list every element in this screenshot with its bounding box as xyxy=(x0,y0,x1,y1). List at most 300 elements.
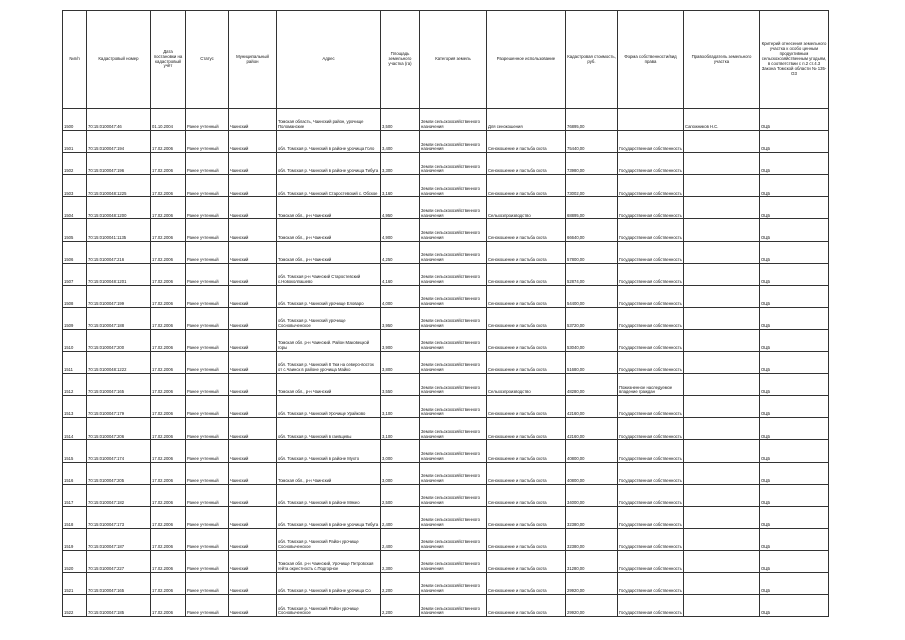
address-cell: Томская обл., р-н Чаинский xyxy=(277,374,381,396)
address-cell: обл. Томская р. Чаинский Старостевский с. Обское xyxy=(277,175,381,197)
address-cell: Томская обл. р-н Чаинский. Район Маковецкой горы xyxy=(277,329,381,351)
municipal-district-cell: Чаинский xyxy=(229,352,277,374)
rights-holder-cell xyxy=(684,175,760,197)
rights-holder-cell: Сапожников Н.С. xyxy=(684,109,760,131)
municipal-district-cell: Чаинский xyxy=(229,374,277,396)
registration-date-cell: 17.02.2006 xyxy=(151,572,186,594)
area-ha-cell: 4,900 xyxy=(381,219,420,241)
ownership-form-cell: Государственная собственность xyxy=(618,462,684,484)
address-cell: обл. Томская р. Чаинский в районе урочища Со xyxy=(277,572,381,594)
permitted-use-cell: Для сенокошения xyxy=(487,109,566,131)
address-cell: обл. Томская р. Чаинский урочище Еловаро xyxy=(277,285,381,307)
registration-date-cell: 17.02.2006 xyxy=(151,396,186,418)
table-row xyxy=(63,595,829,617)
address-cell: обл. Томская р. Чаинский в гаевщевы xyxy=(277,418,381,440)
area-ha-cell: 3,100 xyxy=(381,396,420,418)
municipal-district-cell: Чаинский xyxy=(229,131,277,153)
cadastral-value-cell: 32380,00 xyxy=(566,528,618,550)
registration-date-cell: 17.02.2006 xyxy=(151,285,186,307)
registration-date-cell: 17.02.2006 xyxy=(151,440,186,462)
table-row xyxy=(63,285,829,307)
valuable-land-criterion-cell: ОЦБ xyxy=(760,175,829,197)
municipal-district-cell: Чаинский xyxy=(229,572,277,594)
permitted-use-cell: Сенокошение и пастьба скота xyxy=(487,550,566,572)
table-row xyxy=(63,440,829,462)
header-cell: Площадь земельного участка (га) xyxy=(381,11,420,109)
address-cell: обл. Томская р. Чаинский Урочище Урайково xyxy=(277,396,381,418)
ownership-form-cell: Государственная собственность xyxy=(618,175,684,197)
rights-holder-cell xyxy=(684,418,760,440)
rights-holder-cell xyxy=(684,329,760,351)
status-cell: Ранее учтенный xyxy=(186,595,229,617)
cadastral-value-cell: 29920,00 xyxy=(566,572,618,594)
address-cell: обл. Томская р-н Чаинский Старостевский с.Новоколпашево xyxy=(277,263,381,285)
land-category-cell: Земли сельскохозяйственного назначения xyxy=(420,440,487,462)
row-number-cell: 1518 xyxy=(63,506,87,528)
cadastral-value-cell: 73980,00 xyxy=(566,153,618,175)
rights-holder-cell xyxy=(684,462,760,484)
permitted-use-cell: Сенокошение и пастьба скота xyxy=(487,307,566,329)
rights-holder-cell xyxy=(684,484,760,506)
status-cell: Ранее учтенный xyxy=(186,329,229,351)
status-cell: Ранее учтенный xyxy=(186,352,229,374)
area-ha-cell: 3,550 xyxy=(381,374,420,396)
ownership-form-cell: Государственная собственность xyxy=(618,197,684,219)
cadastral-number-cell: 70:15:0100047:165 xyxy=(87,572,151,594)
row-number-cell: 1521 xyxy=(63,572,87,594)
permitted-use-cell: Сенокошение и пастьба скота xyxy=(487,153,566,175)
status-cell: Ранее учтенный xyxy=(186,396,229,418)
registration-date-cell: 17.02.2006 xyxy=(151,153,186,175)
cadastral-value-cell: 40800,00 xyxy=(566,462,618,484)
cadastral-number-cell: 70:15:0100047:174 xyxy=(87,440,151,462)
ownership-form-cell: Государственная собственность xyxy=(618,285,684,307)
cadastral-number-cell: 70:15:0100047:188 xyxy=(87,307,151,329)
cadastral-value-cell: 76895,00 xyxy=(566,109,618,131)
table-row xyxy=(63,374,829,396)
land-category-cell: Земли сельскохозяйственного назначения xyxy=(420,595,487,617)
status-cell: Ранее учтенный xyxy=(186,109,229,131)
status-cell: Ранее учтенный xyxy=(186,175,229,197)
ownership-form-cell: Государственная собственность xyxy=(618,595,684,617)
rights-holder-cell xyxy=(684,440,760,462)
row-number-cell: 1504 xyxy=(63,197,87,219)
valuable-land-criterion-cell: ОЦБ xyxy=(760,307,829,329)
land-category-cell: Земли сельскохозяйственного назначения xyxy=(420,484,487,506)
row-number-cell: 1502 xyxy=(63,153,87,175)
permitted-use-cell: Сенокошение и пастьба скота xyxy=(487,396,566,418)
area-ha-cell: 3,000 xyxy=(381,440,420,462)
cadastral-number-cell: 70:15:0100047:196 xyxy=(87,153,151,175)
valuable-land-criterion-cell: ОЦБ xyxy=(760,285,829,307)
header-cell: Критерий отнесения земельного участка к особо ценным продуктивным сельскохозяйственным угодьям, в соответствии с п.2 ст.4.3 Закона Томской области № 135-ОЗ xyxy=(760,11,829,109)
row-number-cell: 1513 xyxy=(63,396,87,418)
table-row xyxy=(63,109,829,131)
status-cell: Ранее учтенный xyxy=(186,572,229,594)
status-cell: Ранее учтенный xyxy=(186,374,229,396)
permitted-use-cell: Сенокошение и пастьба скота xyxy=(487,175,566,197)
header-cell: Форма собственности/вид права xyxy=(618,11,684,109)
rights-holder-cell xyxy=(684,285,760,307)
valuable-land-criterion-cell: ОЦБ xyxy=(760,440,829,462)
area-ha-cell: 4,000 xyxy=(381,285,420,307)
table-row xyxy=(63,418,829,440)
table-row xyxy=(63,197,829,219)
status-cell: Ранее учтенный xyxy=(186,484,229,506)
table-row xyxy=(63,352,829,374)
ownership-form-cell: Государственная собственность xyxy=(618,418,684,440)
ownership-form-cell: Государственная собственность xyxy=(618,307,684,329)
valuable-land-criterion-cell: ОЦБ xyxy=(760,109,829,131)
cadastral-number-cell: 70:15:0100041:1135 xyxy=(87,219,151,241)
registration-date-cell: 17.02.2006 xyxy=(151,307,186,329)
row-number-cell: 1514 xyxy=(63,418,87,440)
cadastral-number-cell: 70:15:0100048:1222 xyxy=(87,352,151,374)
valuable-land-criterion-cell: ОЦБ xyxy=(760,153,829,175)
status-cell: Ранее учтенный xyxy=(186,241,229,263)
header-cell: №п/п xyxy=(63,11,87,109)
cadastral-value-cell: 51680,00 xyxy=(566,352,618,374)
permitted-use-cell: Сенокошение и пастьба скота xyxy=(487,572,566,594)
ownership-form-cell: Государственная собственность xyxy=(618,153,684,175)
rights-holder-cell xyxy=(684,572,760,594)
ownership-form-cell: Государственная собственность xyxy=(618,329,684,351)
land-category-cell: Земли сельскохозяйственного назначения xyxy=(420,263,487,285)
address-cell: обл. Томская р. Чаинский 8 7км на северо-восток от с.Чаинск в районе урочища Майко xyxy=(277,352,381,374)
permitted-use-cell: Сенокошение и пастьба скота xyxy=(487,595,566,617)
row-number-cell: 1507 xyxy=(63,263,87,285)
land-category-cell: Земли сельскохозяйственного назначения xyxy=(420,462,487,484)
valuable-land-criterion-cell: ОЦБ xyxy=(760,352,829,374)
table-row xyxy=(63,131,829,153)
status-cell: Ранее учтенный xyxy=(186,285,229,307)
land-category-cell: Земли сельскохозяйственного назначения xyxy=(420,506,487,528)
municipal-district-cell: Чаинский xyxy=(229,153,277,175)
valuable-land-criterion-cell: ОЦБ xyxy=(760,572,829,594)
permitted-use-cell: Сенокошение и пастьба скота xyxy=(487,528,566,550)
row-number-cell: 1506 xyxy=(63,241,87,263)
cadastral-number-cell: 70:15:0100047:206 xyxy=(87,418,151,440)
row-number-cell: 1509 xyxy=(63,307,87,329)
permitted-use-cell: Сельхозпроизводство xyxy=(487,197,566,219)
registration-date-cell: 17.02.2006 xyxy=(151,418,186,440)
registration-date-cell: 17.02.2006 xyxy=(151,462,186,484)
status-cell: Ранее учтенный xyxy=(186,440,229,462)
municipal-district-cell: Чаинский xyxy=(229,396,277,418)
row-number-cell: 1512 xyxy=(63,374,87,396)
row-number-cell: 1520 xyxy=(63,550,87,572)
header-cell: Кадастровая стоимость, руб. xyxy=(566,11,618,109)
cadastral-value-cell: 42160,00 xyxy=(566,396,618,418)
rights-holder-cell xyxy=(684,396,760,418)
row-number-cell: 1505 xyxy=(63,219,87,241)
cadastral-number-cell: 70:15:0100047:182 xyxy=(87,484,151,506)
cadastral-number-cell: 70:15:0100047:200 xyxy=(87,329,151,351)
cadastral-number-cell: 70:15:0100047:199 xyxy=(87,285,151,307)
area-ha-cell: 2,500 xyxy=(381,484,420,506)
area-ha-cell: 2,300 xyxy=(381,550,420,572)
rights-holder-cell xyxy=(684,550,760,572)
table-row xyxy=(63,153,829,175)
cadastral-value-cell: 31280,00 xyxy=(566,550,618,572)
rights-holder-cell xyxy=(684,131,760,153)
registration-date-cell: 17.02.2006 xyxy=(151,329,186,351)
address-cell: Томская обл., р-н Чаинский xyxy=(277,219,381,241)
rights-holder-cell xyxy=(684,374,760,396)
ownership-form-cell: Государственная собственность xyxy=(618,131,684,153)
status-cell: Ранее учтенный xyxy=(186,506,229,528)
land-category-cell: Земли сельскохозяйственного назначения xyxy=(420,241,487,263)
registration-date-cell: 17.02.2006 xyxy=(151,506,186,528)
cadastral-value-cell: 48280,00 xyxy=(566,374,618,396)
table-row xyxy=(63,396,829,418)
registration-date-cell: 17.02.2006 xyxy=(151,175,186,197)
ownership-form-cell: Государственная собственность xyxy=(618,219,684,241)
table-row xyxy=(63,484,829,506)
valuable-land-criterion-cell: ОЦБ xyxy=(760,263,829,285)
ownership-form-cell: Государственная собственность xyxy=(618,506,684,528)
ownership-form-cell: Государственная собственность xyxy=(618,440,684,462)
status-cell: Ранее учтенный xyxy=(186,263,229,285)
ownership-form-cell: Государственная собственность xyxy=(618,572,684,594)
cadastral-value-cell: 29920,00 xyxy=(566,595,618,617)
row-number-cell: 1508 xyxy=(63,285,87,307)
rights-holder-cell xyxy=(684,352,760,374)
area-ha-cell: 2,400 xyxy=(381,506,420,528)
cadastral-number-cell: 70:15:0100047:227 xyxy=(87,550,151,572)
valuable-land-criterion-cell: ОЦБ xyxy=(760,462,829,484)
valuable-land-criterion-cell: ОЦБ xyxy=(760,131,829,153)
header-cell: Статус xyxy=(186,11,229,109)
address-cell: обл. Томская р. Чаинский в районе урочища Тибуга xyxy=(277,153,381,175)
table-body xyxy=(63,109,829,617)
cadastral-value-cell: 66640,00 xyxy=(566,219,618,241)
area-ha-cell: 3,400 xyxy=(381,131,420,153)
valuable-land-criterion-cell: ОЦБ xyxy=(760,550,829,572)
cadastral-value-cell: 68895,00 xyxy=(566,197,618,219)
cadastral-value-cell: 40800,00 xyxy=(566,440,618,462)
area-ha-cell: 4,160 xyxy=(381,263,420,285)
municipal-district-cell: Чаинский xyxy=(229,241,277,263)
land-category-cell: Земли сельскохозяйственного назначения xyxy=(420,352,487,374)
rights-holder-cell xyxy=(684,595,760,617)
land-category-cell: Земли сельскохозяйственного назначения xyxy=(420,550,487,572)
cadastral-number-cell: 70:15:0100047:46 xyxy=(87,109,151,131)
municipal-district-cell: Чаинский xyxy=(229,329,277,351)
ownership-form-cell: Государственная собственность xyxy=(618,528,684,550)
address-cell: обл. Томская р. Чаинский в районе Мухто xyxy=(277,440,381,462)
valuable-land-criterion-cell: ОЦБ xyxy=(760,528,829,550)
address-cell: обл. Томская р. Чаинский Район урочище Сосновыченское xyxy=(277,528,381,550)
header-cell: Правообладатель земельного участка xyxy=(684,11,760,109)
permitted-use-cell: Сенокошение и пастьба скота xyxy=(487,329,566,351)
permitted-use-cell: Сенокошение и пастьба скота xyxy=(487,285,566,307)
table-row xyxy=(63,263,829,285)
cadastral-number-cell: 70:15:0100047:205 xyxy=(87,462,151,484)
header-cell: Разрешенное использование xyxy=(487,11,566,109)
cadastral-value-cell: 32380,00 xyxy=(566,506,618,528)
permitted-use-cell: Сенокошение и пастьба скота xyxy=(487,241,566,263)
municipal-district-cell: Чаинский xyxy=(229,197,277,219)
municipal-district-cell: Чаинский xyxy=(229,109,277,131)
status-cell: Ранее учтенный xyxy=(186,462,229,484)
registration-date-cell: 17.02.2006 xyxy=(151,528,186,550)
valuable-land-criterion-cell: ОЦБ xyxy=(760,506,829,528)
row-number-cell: 1501 xyxy=(63,131,87,153)
row-number-cell: 1500 xyxy=(63,109,87,131)
cadastral-value-cell: 34000,00 xyxy=(566,484,618,506)
cadastral-number-cell: 70:15:0100048:1200 xyxy=(87,197,151,219)
table-row xyxy=(63,528,829,550)
status-cell: Ранее учтенный xyxy=(186,219,229,241)
registration-date-cell: 17.02.2006 xyxy=(151,131,186,153)
municipal-district-cell: Чаинский xyxy=(229,285,277,307)
area-ha-cell: 4,250 xyxy=(381,241,420,263)
permitted-use-cell: Сенокошение и пастьба скота xyxy=(487,263,566,285)
address-cell: Томская обл., р-н Чаинский xyxy=(277,197,381,219)
municipal-district-cell: Чаинский xyxy=(229,550,277,572)
land-registry-table xyxy=(62,10,829,617)
land-category-cell: Земли сельскохозяйственного назначения xyxy=(420,307,487,329)
registration-date-cell: 17.02.2006 xyxy=(151,219,186,241)
area-ha-cell: 3,000 xyxy=(381,462,420,484)
land-category-cell: Земли сельскохозяйственного назначения xyxy=(420,374,487,396)
cadastral-number-cell: 70:15:0100048:1225 xyxy=(87,175,151,197)
municipal-district-cell: Чаинский xyxy=(229,506,277,528)
ownership-form-cell: Государственная собственность xyxy=(618,484,684,506)
cadastral-value-cell: 54400,00 xyxy=(566,285,618,307)
municipal-district-cell: Чаинский xyxy=(229,307,277,329)
cadastral-value-cell: 53720,00 xyxy=(566,307,618,329)
address-cell: обл. Томская р. Чаинский Район урочище Сосновыченское xyxy=(277,595,381,617)
header-row xyxy=(63,11,829,109)
area-ha-cell: 3,800 xyxy=(381,352,420,374)
permitted-use-cell: Сенокошение и пастьба скота xyxy=(487,440,566,462)
header-cell: Дата постановки на кадастровый учёт xyxy=(151,11,186,109)
cadastral-value-cell: 75440,00 xyxy=(566,131,618,153)
land-category-cell: Земли сельскохозяйственного назначения xyxy=(420,285,487,307)
registration-date-cell: 17.02.2006 xyxy=(151,374,186,396)
land-category-cell: Земли сельскохозяйственного назначения xyxy=(420,528,487,550)
cadastral-number-cell: 70:15:0100047:185 xyxy=(87,595,151,617)
table-row xyxy=(63,506,829,528)
table-row xyxy=(63,550,829,572)
cadastral-number-cell: 70:15:0100047:165 xyxy=(87,374,151,396)
cadastral-value-cell: 53040,00 xyxy=(566,329,618,351)
row-number-cell: 1517 xyxy=(63,484,87,506)
cadastral-number-cell: 70:15:0100047:179 xyxy=(87,396,151,418)
rights-holder-cell xyxy=(684,307,760,329)
status-cell: Ранее учтенный xyxy=(186,153,229,175)
table-row xyxy=(63,572,829,594)
valuable-land-criterion-cell: ОЦБ xyxy=(760,595,829,617)
cadastral-value-cell: 73002,00 xyxy=(566,175,618,197)
area-ha-cell: 3,300 xyxy=(381,153,420,175)
registration-date-cell: 17.02.2006 xyxy=(151,484,186,506)
ownership-form-cell: Государственная собственность xyxy=(618,241,684,263)
land-category-cell: Земли сельскохозяйственного назначения xyxy=(420,197,487,219)
status-cell: Ранее учтенный xyxy=(186,197,229,219)
address-cell: Томская обл. р-н Чаинский, Урочище Петровская гейта окрестность с.Подгорное xyxy=(277,550,381,572)
valuable-land-criterion-cell: ОЦБ xyxy=(760,241,829,263)
municipal-district-cell: Чаинский xyxy=(229,462,277,484)
address-cell: Томская обл., р-н Чаинский xyxy=(277,462,381,484)
rights-holder-cell xyxy=(684,197,760,219)
cadastral-number-cell: 70:15:0100047:194 xyxy=(87,131,151,153)
registration-date-cell: 17.02.2006 xyxy=(151,595,186,617)
ownership-form-cell: Государственная собственность xyxy=(618,550,684,572)
registration-date-cell: 17.02.2006 xyxy=(151,197,186,219)
permitted-use-cell: Сенокошение и пастьба скота xyxy=(487,506,566,528)
land-category-cell: Земли сельскохозяйственного назначения xyxy=(420,175,487,197)
area-ha-cell: 4,950 xyxy=(381,197,420,219)
address-cell: обл. Томская р. Чаинский в районе урочища Голо xyxy=(277,131,381,153)
ownership-form-cell: Пожизненное наследуемое владение граждан xyxy=(618,374,684,396)
municipal-district-cell: Чаинский xyxy=(229,263,277,285)
valuable-land-criterion-cell: ОЦБ xyxy=(760,484,829,506)
permitted-use-cell: Сельхозпроизводство xyxy=(487,374,566,396)
registration-date-cell: 17.02.2006 xyxy=(151,352,186,374)
row-number-cell: 1522 xyxy=(63,595,87,617)
table-row xyxy=(63,175,829,197)
cadastral-number-cell: 70:15:0100048:1201 xyxy=(87,263,151,285)
registration-date-cell: 01.10.2004 xyxy=(151,109,186,131)
cadastral-value-cell: 52874,00 xyxy=(566,263,618,285)
land-category-cell: Земли сельскохозяйственного назначения xyxy=(420,153,487,175)
permitted-use-cell: Сенокошение и пастьба скота xyxy=(487,131,566,153)
cadastral-value-cell: 42160,00 xyxy=(566,418,618,440)
address-cell: Томская область, Чаинский район, урочище Поломанские xyxy=(277,109,381,131)
cadastral-value-cell: 57800,00 xyxy=(566,241,618,263)
valuable-land-criterion-cell: ОЦБ xyxy=(760,329,829,351)
table-row xyxy=(63,219,829,241)
land-category-cell: Земли сельскохозяйственного назначения xyxy=(420,131,487,153)
municipal-district-cell: Чаинский xyxy=(229,175,277,197)
cadastral-number-cell: 70:15:0100047:187 xyxy=(87,528,151,550)
status-cell: Ранее учтенный xyxy=(186,418,229,440)
permitted-use-cell: Сенокошение и пастьба скота xyxy=(487,418,566,440)
status-cell: Ранее учтенный xyxy=(186,550,229,572)
land-category-cell: Земли сельскохозяйственного назначения xyxy=(420,396,487,418)
row-number-cell: 1515 xyxy=(63,440,87,462)
address-cell: обл. Томская р. Чаинский урочище Сосновыченское xyxy=(277,307,381,329)
header-cell: Адрес xyxy=(277,11,381,109)
table-row xyxy=(63,241,829,263)
rights-holder-cell xyxy=(684,153,760,175)
area-ha-cell: 2,400 xyxy=(381,528,420,550)
valuable-land-criterion-cell: ОЦБ xyxy=(760,219,829,241)
rights-holder-cell xyxy=(684,241,760,263)
rights-holder-cell xyxy=(684,506,760,528)
municipal-district-cell: Чаинский xyxy=(229,595,277,617)
registration-date-cell: 17.02.2006 xyxy=(151,241,186,263)
table-row xyxy=(63,329,829,351)
registration-date-cell: 17.02.2006 xyxy=(151,550,186,572)
valuable-land-criterion-cell: ОЦБ xyxy=(760,197,829,219)
land-category-cell: Земли сельскохозяйственного назначения xyxy=(420,572,487,594)
header-cell: Категория земель xyxy=(420,11,487,109)
valuable-land-criterion-cell: ОЦБ xyxy=(760,374,829,396)
permitted-use-cell: Сенокошение и пастьба скота xyxy=(487,219,566,241)
ownership-form-cell: Государственная собственность xyxy=(618,396,684,418)
row-number-cell: 1511 xyxy=(63,352,87,374)
permitted-use-cell: Сенокошение и пастьба скота xyxy=(487,462,566,484)
land-category-cell: Земли сельскохозяйственного назначения xyxy=(420,418,487,440)
row-number-cell: 1503 xyxy=(63,175,87,197)
row-number-cell: 1516 xyxy=(63,462,87,484)
municipal-district-cell: Чаинский xyxy=(229,484,277,506)
permitted-use-cell: Сенокошение и пастьба скота xyxy=(487,352,566,374)
